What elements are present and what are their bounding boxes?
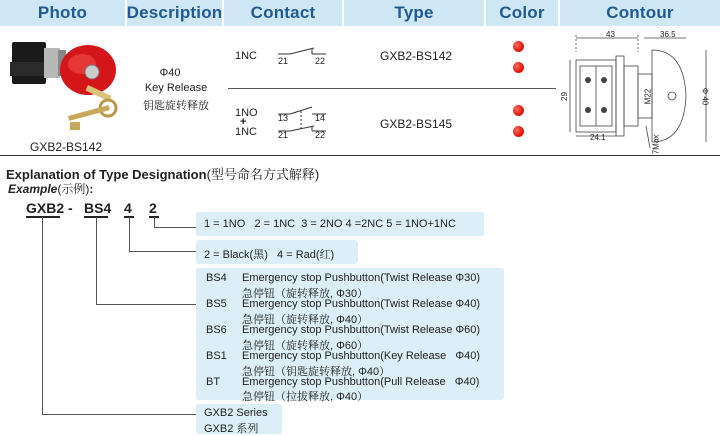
type-code-2: BS6	[206, 324, 227, 336]
row1-red-indicator-2	[513, 62, 524, 73]
code-type: BS4	[84, 200, 112, 216]
leader-contact-h	[154, 227, 196, 228]
header-type: Type	[344, 0, 484, 26]
code-contact: 2	[149, 200, 157, 216]
type-en-4: Emergency stop Pushbutton(Pull Release Φ40)	[242, 376, 480, 388]
desc-size: Φ40	[159, 67, 181, 79]
leader-color-h	[129, 251, 196, 252]
leader-series-v	[42, 217, 43, 414]
row2-term-a: 13	[278, 113, 289, 123]
code-dash: -	[68, 200, 73, 216]
series-en: GXB2 Series	[204, 407, 268, 419]
row1-red-indicator	[513, 41, 524, 52]
designation-title-cn: (型号命名方式解释)	[206, 167, 320, 182]
row2-term-b: 14	[315, 113, 326, 123]
product-photo	[8, 30, 133, 138]
row1-contact: 1NC	[235, 50, 258, 62]
type-code-3: BS1	[206, 350, 227, 362]
row2-contact-line2: 1NC	[235, 126, 258, 138]
series-legend-box	[196, 404, 282, 434]
type-cn-0: 急停钮（旋转释放, Φ30）	[242, 288, 369, 300]
type-code-1: BS5	[206, 298, 227, 310]
series-cn: GXB2 系列	[204, 423, 259, 435]
row2-red-indicator-2	[513, 126, 524, 137]
photo-caption: GXB2-BS142	[30, 140, 103, 154]
color-legend-text: 2 = Black(黑) 4 = Rad(红)	[204, 249, 335, 261]
contact-legend-text: 1 = 1NO 2 = 1NC 3 = 2NO 4 =2NC 5 = 1NO+1NC	[204, 218, 456, 230]
row2-type: GXB2-BS145	[380, 117, 453, 131]
example-label-en: Example	[8, 182, 58, 196]
code-series-underline	[26, 216, 60, 218]
contact-legend-box	[196, 212, 484, 236]
row1-type: GXB2-BS142	[380, 49, 453, 63]
type-cn-2: 急停钮（旋转释放, Φ60）	[242, 340, 369, 352]
desc-release: Key Release	[144, 82, 208, 94]
dim-43: 43	[606, 30, 615, 39]
type-code-4: BT	[206, 376, 221, 388]
dim-24-1: 24.1	[590, 133, 606, 142]
row1-term-a: 21	[278, 56, 289, 66]
header-contact: Contact	[224, 0, 342, 26]
desc-cn: 钥匙旋转释放	[143, 100, 209, 112]
code-series: GXB2	[26, 200, 65, 216]
leader-type-h	[96, 304, 196, 305]
dim-m22: M22	[643, 88, 653, 105]
type-legend-box	[196, 268, 504, 403]
dim-36-5: 36.5	[660, 30, 676, 39]
dim-7max: 7Max	[651, 134, 661, 155]
leader-series-h	[42, 414, 196, 415]
header-description: Description	[127, 0, 222, 26]
row2-red-indicator	[513, 105, 524, 116]
table-bottom-rule	[0, 155, 720, 156]
color-legend-box	[196, 240, 358, 264]
type-en-0: Emergency stop Pushbutton(Twist Release Φ30)	[242, 272, 481, 284]
type-code-0: BS4	[206, 272, 227, 284]
type-cn-1: 急停钮（旋转释放, Φ40）	[242, 314, 369, 326]
header-photo: Photo	[0, 0, 125, 26]
row2-contact-line1: 1NO	[235, 107, 258, 119]
leader-color-v	[129, 217, 130, 251]
type-en-2: Emergency stop Pushbutton(Twist Release Φ60)	[242, 324, 481, 336]
example-colon: :	[89, 182, 94, 196]
designation-title-en: Explanation of Type Designation	[6, 167, 207, 182]
header-contour: Contour	[560, 0, 720, 26]
header-color: Color	[486, 0, 558, 26]
leader-type-v	[96, 217, 97, 304]
row-divider	[228, 88, 556, 89]
example-label	[8, 180, 93, 197]
type-en-1: Emergency stop Pushbutton(Twist Release Φ40)	[242, 298, 481, 310]
row1-term-b: 22	[315, 56, 326, 66]
dim-phi40: Φ 40	[700, 87, 710, 106]
code-color: 4	[124, 200, 132, 216]
row2-term-c: 21	[278, 130, 289, 140]
example-label-cn: (示例)	[57, 182, 90, 196]
type-cn-4: 急停钮（拉拔释放, Φ40）	[242, 391, 369, 403]
leader-contact-v	[154, 217, 155, 227]
row2-contact-plus: +	[240, 116, 247, 128]
type-en-3: Emergency stop Pushbutton(Key Release Φ40)	[242, 350, 481, 362]
dim-29: 29	[559, 92, 569, 101]
row2-term-d: 22	[315, 130, 326, 140]
type-cn-3: 急停钮（钥匙旋转释放, Φ40）	[242, 366, 391, 378]
